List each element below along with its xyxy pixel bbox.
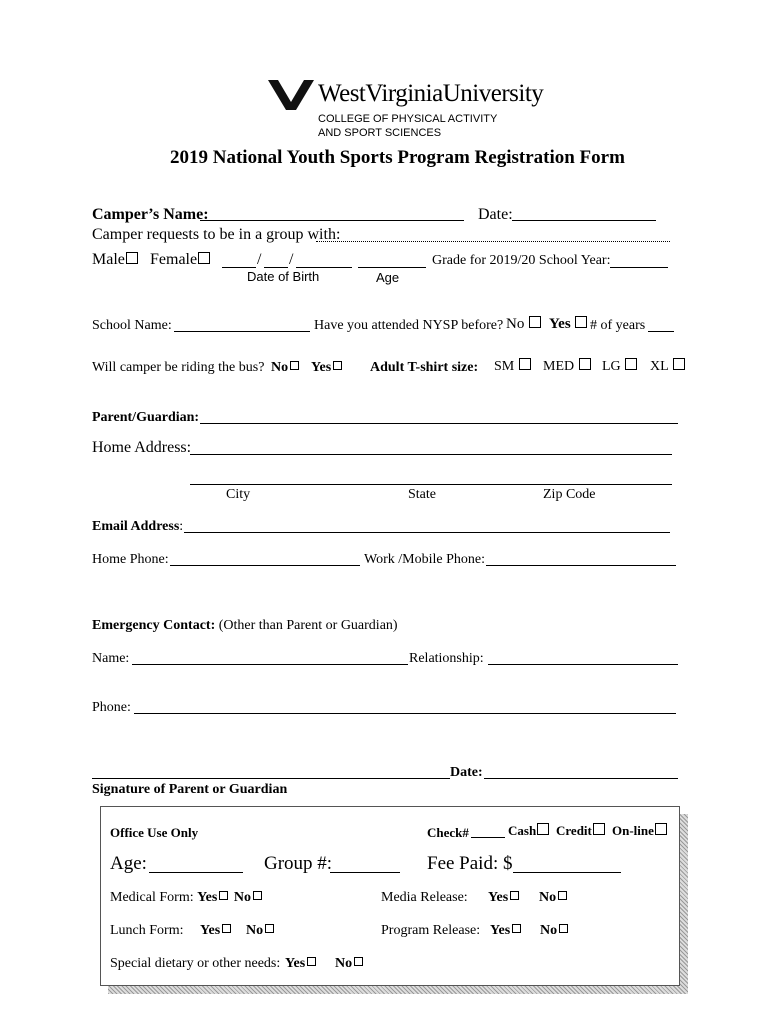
size-lg-checkbox[interactable] [625, 358, 637, 370]
media-no-checkbox[interactable] [558, 891, 567, 900]
emergency-heading: Emergency Contact: (Other than Parent or Guardian) [92, 618, 398, 633]
group-request-field[interactable] [316, 241, 670, 242]
emergency-name-label: Name: [92, 651, 130, 666]
credit-checkbox[interactable] [593, 823, 605, 835]
lunch-yes-option[interactable]: Yes [200, 923, 233, 939]
size-xl-checkbox[interactable] [673, 358, 685, 370]
media-yes-checkbox[interactable] [510, 891, 519, 900]
school-name-label: School Name: [92, 318, 172, 333]
bus-yes-checkbox[interactable] [333, 361, 342, 370]
nysp-no-option[interactable]: No [506, 316, 541, 333]
media-no-option[interactable]: No [539, 890, 569, 906]
program-release-label: Program Release: [381, 923, 481, 938]
media-release-row: Media Release: [381, 890, 468, 905]
lunch-yes-checkbox[interactable] [222, 924, 231, 933]
size-med-checkbox[interactable] [579, 358, 591, 370]
medical-form-row: Medical Form: Yes No [110, 890, 264, 906]
office-group-field[interactable] [330, 872, 400, 873]
dob-month-field[interactable] [222, 267, 256, 268]
city-caption: City [226, 487, 251, 502]
college-line-2: AND SPORT SCIENCES [318, 127, 442, 139]
signature-field[interactable] [92, 778, 450, 779]
nysp-question: Have you attended NYSP before? [314, 318, 504, 333]
office-age-label: Age: [110, 853, 147, 874]
city-state-zip-field[interactable] [190, 484, 672, 485]
female-checkbox[interactable] [198, 252, 210, 264]
lunch-no-option[interactable]: No [246, 923, 276, 939]
office-age-field[interactable] [149, 872, 243, 873]
zip-caption: Zip Code [543, 487, 596, 502]
office-group-label: Group #: [264, 853, 333, 874]
fee-paid-label: Fee Paid: $ [427, 853, 513, 874]
wvu-logo-icon [268, 78, 314, 112]
lunch-no-checkbox[interactable] [265, 924, 274, 933]
fee-paid-field[interactable] [513, 872, 621, 873]
dietary-label: Special dietary or other needs: [110, 956, 281, 971]
campers-name-field[interactable] [200, 220, 464, 221]
home-address-field[interactable] [190, 454, 672, 455]
group-request-label: Camper requests to be in a group with: [92, 226, 341, 243]
email-field[interactable] [184, 532, 670, 533]
dietary-yes-checkbox[interactable] [307, 957, 316, 966]
dob-separator: / [289, 251, 294, 268]
program-no-checkbox[interactable] [559, 924, 568, 933]
bus-no-option[interactable]: No [271, 360, 301, 376]
emergency-phone-field[interactable] [134, 713, 676, 714]
medical-no-checkbox[interactable] [253, 891, 262, 900]
college-line-1: COLLEGE OF PHYSICAL ACTIVITY [318, 113, 498, 125]
home-address-label: Home Address: [92, 439, 192, 456]
home-phone-field[interactable] [170, 565, 360, 566]
cash-option[interactable]: Cash [508, 823, 549, 839]
lunch-form-label: Lunch Form: [110, 923, 184, 938]
program-yes-option[interactable]: Yes [490, 923, 523, 939]
form-title: 2019 National Youth Sports Program Registration Form [170, 147, 625, 168]
nysp-no-checkbox[interactable] [529, 316, 541, 328]
nysp-yes-checkbox[interactable] [575, 316, 587, 328]
work-phone-label: Work /Mobile Phone: [364, 552, 485, 567]
check-number-field[interactable] [471, 837, 505, 838]
media-yes-option[interactable]: Yes [488, 890, 521, 906]
tshirt-size-label: Adult T-shirt size: [370, 360, 479, 375]
parent-guardian-field[interactable] [200, 423, 678, 424]
date-field[interactable] [512, 220, 656, 221]
grade-field[interactable] [610, 267, 668, 268]
male-checkbox[interactable] [126, 252, 138, 264]
age-field[interactable] [358, 267, 426, 268]
work-phone-field[interactable] [486, 565, 676, 566]
dietary-no-checkbox[interactable] [354, 957, 363, 966]
home-phone-label: Home Phone: [92, 552, 169, 567]
male-option[interactable]: Male [92, 251, 138, 269]
email-label: Email Address: [92, 519, 184, 534]
relationship-field[interactable] [488, 664, 678, 665]
credit-option[interactable]: Credit [556, 823, 605, 839]
campers-name-label: Camper’s Name: [92, 206, 209, 223]
signature-date-label: Date: [450, 765, 483, 780]
dietary-yes-option[interactable]: Yes [285, 956, 318, 972]
office-use-box [100, 806, 680, 986]
online-checkbox[interactable] [655, 823, 667, 835]
dob-caption: Date of Birth [247, 269, 320, 284]
size-sm-checkbox[interactable] [519, 358, 531, 370]
program-yes-checkbox[interactable] [512, 924, 521, 933]
bus-no-checkbox[interactable] [290, 361, 299, 370]
bus-question: Will camper be riding the bus? [92, 360, 265, 375]
dob-year-field[interactable] [296, 267, 352, 268]
size-med-option[interactable]: MED [543, 358, 591, 375]
size-xl-option[interactable]: XL [650, 358, 685, 375]
size-sm-option[interactable]: SM [494, 358, 531, 375]
online-option[interactable]: On-line [612, 823, 667, 839]
age-caption: Age [376, 270, 400, 285]
years-label: # of years [590, 318, 646, 333]
check-label: Check# [427, 825, 469, 840]
female-option[interactable]: Female [150, 251, 210, 269]
relationship-label: Relationship: [409, 651, 484, 666]
program-no-option[interactable]: No [540, 923, 570, 939]
university-name: WestVirginiaUniversity [318, 80, 544, 107]
dietary-no-option[interactable]: No [335, 956, 365, 972]
office-heading: Office Use Only [110, 825, 199, 840]
dob-separator: / [257, 251, 262, 268]
cash-checkbox[interactable] [537, 823, 549, 835]
grade-label: Grade for 2019/20 School Year: [432, 253, 611, 268]
emergency-phone-label: Phone: [92, 700, 131, 715]
medical-yes-checkbox[interactable] [219, 891, 228, 900]
bus-yes-option[interactable]: Yes [311, 360, 344, 376]
date-label: Date: [478, 206, 513, 223]
signature-caption: Signature of Parent or Guardian [92, 782, 288, 797]
size-lg-option[interactable]: LG [602, 358, 637, 375]
signature-date-field[interactable] [484, 778, 678, 779]
school-name-field[interactable] [174, 331, 310, 332]
nysp-yes-option[interactable]: Yes [549, 316, 587, 333]
dob-day-field[interactable] [264, 267, 288, 268]
state-caption: State [408, 487, 436, 502]
parent-guardian-label: Parent/Guardian: [92, 410, 200, 425]
emergency-name-field[interactable] [132, 664, 408, 665]
years-field[interactable] [648, 331, 674, 332]
